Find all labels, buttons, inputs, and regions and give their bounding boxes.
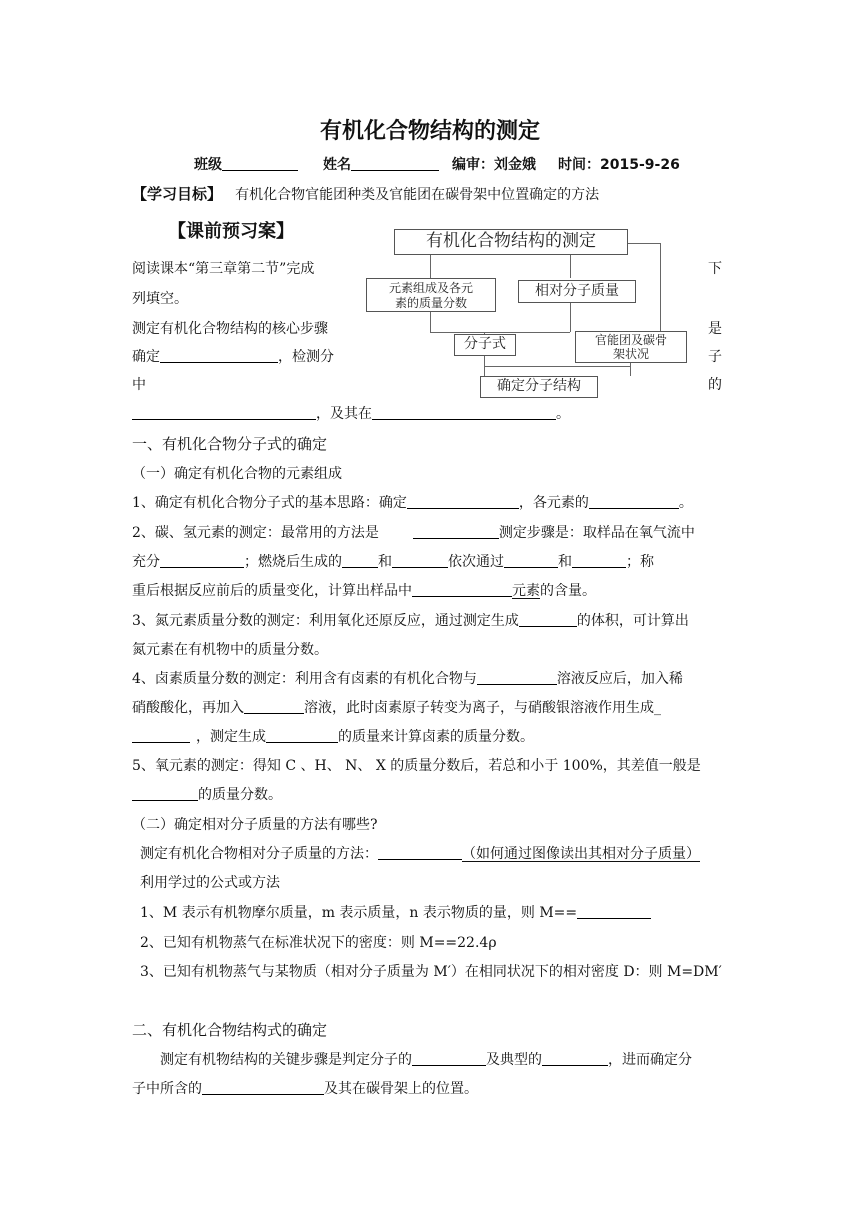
section1-heading: 一、有机化合物分子式的确定 xyxy=(132,435,328,453)
item3-blank[interactable] xyxy=(519,612,577,627)
flow-final-box: 确定分子结构 xyxy=(480,376,598,398)
item2-blank-4[interactable] xyxy=(504,553,558,568)
preview-line4-end: 子 xyxy=(708,349,722,365)
item1-blank-2[interactable] xyxy=(589,494,679,509)
item5-blank[interactable] xyxy=(132,786,198,801)
item2-blank-method[interactable] xyxy=(413,524,499,539)
preview-blank-1[interactable] xyxy=(160,348,278,363)
item3-line2: 氮元素在有机物中的质量分数。 xyxy=(132,642,328,658)
section2-line2: 子中所含的 及其在碳骨架上的位置。 xyxy=(132,1081,478,1097)
item4-line2: 硝酸酸化，再加入 溶液，此时卤素原子转变为离子，与硝酸银溶液作用生成_ xyxy=(132,700,661,716)
section1-subheading-1: （一）确定有机化合物的元素组成 xyxy=(132,466,342,482)
formula-intro: 利用学过的公式或方法 xyxy=(140,875,280,891)
item5-line1: 5、氧元素的测定：得知 C 、H、 N、 X 的质量分数后，若总和小于 100%，其差值一般是 xyxy=(132,758,701,774)
flow-functional-box: 官能团及碳骨 架状况 xyxy=(575,331,687,363)
preview-line1-end: 下 xyxy=(708,261,722,277)
flow-connector xyxy=(430,312,431,332)
item1-blank-1[interactable] xyxy=(407,494,519,509)
item4-blank-1[interactable] xyxy=(477,670,557,685)
preview-line4: 确定 ，检测分 xyxy=(132,349,334,365)
item4-line3: ，测定生成 的质量来计算卤素的质量分数。 xyxy=(132,726,534,746)
preview-blank-2[interactable] xyxy=(132,405,316,420)
class-label: 班级 xyxy=(194,157,222,173)
method-line: 测定有机化合物相对分子质量的方法： （如何通过图像读出其相对分子质量） xyxy=(140,846,700,862)
flow-top-box: 有机化合物结构的测定 xyxy=(394,229,628,255)
item5-line2: 的质量分数。 xyxy=(132,784,282,804)
section2-line1: 测定有机物结构的关键步骤是判定分子的 及典型的 ，进而确定分 xyxy=(160,1052,692,1068)
formula-1-blank[interactable] xyxy=(577,904,651,919)
item2-blank-2[interactable] xyxy=(342,553,378,568)
formula-1: 1、M 表示有机物摩尔质量，m 表示质量，n 表示物质的量，则 M== xyxy=(140,902,651,922)
goal-text: 有机化合物官能团种类及官能团在碳骨架中位置确定的方法 xyxy=(235,187,600,203)
section2-blank-2[interactable] xyxy=(542,1051,608,1066)
item4-blank-3[interactable] xyxy=(132,728,190,743)
flow-connector xyxy=(660,243,661,331)
flow-mass-box: 相对分子质量 xyxy=(518,280,636,303)
item4-line1: 4、卤素质量分数的测定：利用含有卤素的有机化合物与 溶液反应后，加入稀 xyxy=(132,671,683,687)
preview-line3-end: 是 xyxy=(708,321,722,337)
item2-line3: 重后根据反应前后的质量变化，计算出样品中 元素的含量。 xyxy=(132,583,596,599)
formula-3: 3、已知有机物蒸气与某物质（相对分子质量为 M′）在相同状况下的相对密度 D：则 M=DM′ xyxy=(140,964,722,980)
flow-connector xyxy=(570,303,571,332)
formula-2: 2、已知有机物蒸气在标准状况下的密度：则 M==22.4ρ xyxy=(140,935,497,951)
flow-element-box: 元素组成及各元 素的质量分数 xyxy=(366,278,496,312)
flow-formula-box: 分子式 xyxy=(454,334,516,356)
page-title: 有机化合物结构的测定 xyxy=(319,119,540,144)
section2-blank-1[interactable] xyxy=(412,1051,486,1066)
flow-connector xyxy=(430,255,431,278)
item3-line1: 3、氮元素质量分数的测定：利用氧化还原反应，通过测定生成 的体积，可计算出 xyxy=(132,613,689,629)
section2-blank-3[interactable] xyxy=(202,1080,324,1095)
flow-connector xyxy=(430,332,570,333)
item2-line1: 2、碳、氢元素的测定：最常用的方法是 测定步骤是：取样品在氧气流中 xyxy=(132,525,695,541)
learning-goal xyxy=(132,183,599,204)
preview-line6: ，及其在 。 xyxy=(132,403,570,423)
preview-line3: 测定有机化合物结构的核心步骤 xyxy=(132,321,328,337)
class-blank[interactable] xyxy=(222,156,298,171)
flow-connector xyxy=(484,366,630,367)
date-info: 时间：2015-9-26 xyxy=(558,157,680,173)
section1-subheading-2: （二）确定相对分子质量的方法有哪些? xyxy=(132,817,378,833)
item2-blank-3[interactable] xyxy=(392,553,448,568)
preview-line1: 阅读课本“第三章第二节”完成 xyxy=(132,261,315,277)
method-blank[interactable] xyxy=(378,845,462,860)
flow-connector xyxy=(628,243,660,244)
item4-blank-4[interactable] xyxy=(266,728,338,743)
section2-heading: 二、有机化合物结构式的确定 xyxy=(132,1021,328,1039)
class-field xyxy=(194,154,298,174)
item2-line2: 充分 ；燃烧后生成的 和 依次通过 和 ；称 xyxy=(132,554,654,570)
item2-blank-5[interactable] xyxy=(572,553,626,568)
item1: 1、确定有机化合物分子式的基本思路：确定 ，各元素的 。 xyxy=(132,495,693,511)
goal-label: 【学习目标】 xyxy=(132,185,223,203)
editor-info: 编审：刘金娥 xyxy=(452,157,536,173)
flow-connector xyxy=(630,363,631,376)
preview-line5-end: 的 xyxy=(708,377,722,393)
name-field xyxy=(323,154,439,174)
name-label: 姓名 xyxy=(323,157,351,173)
name-blank[interactable] xyxy=(351,156,439,171)
flow-connector xyxy=(570,255,571,278)
preview-line2: 列填空。 xyxy=(132,291,188,307)
preview-blank-3[interactable] xyxy=(372,405,556,420)
item2-blank-1[interactable] xyxy=(160,553,244,568)
item4-blank-2[interactable] xyxy=(244,699,304,714)
preview-line5: 中 xyxy=(132,377,146,393)
item2-blank-6[interactable] xyxy=(412,582,512,597)
preview-heading: 【课前预习案】 xyxy=(168,221,294,242)
